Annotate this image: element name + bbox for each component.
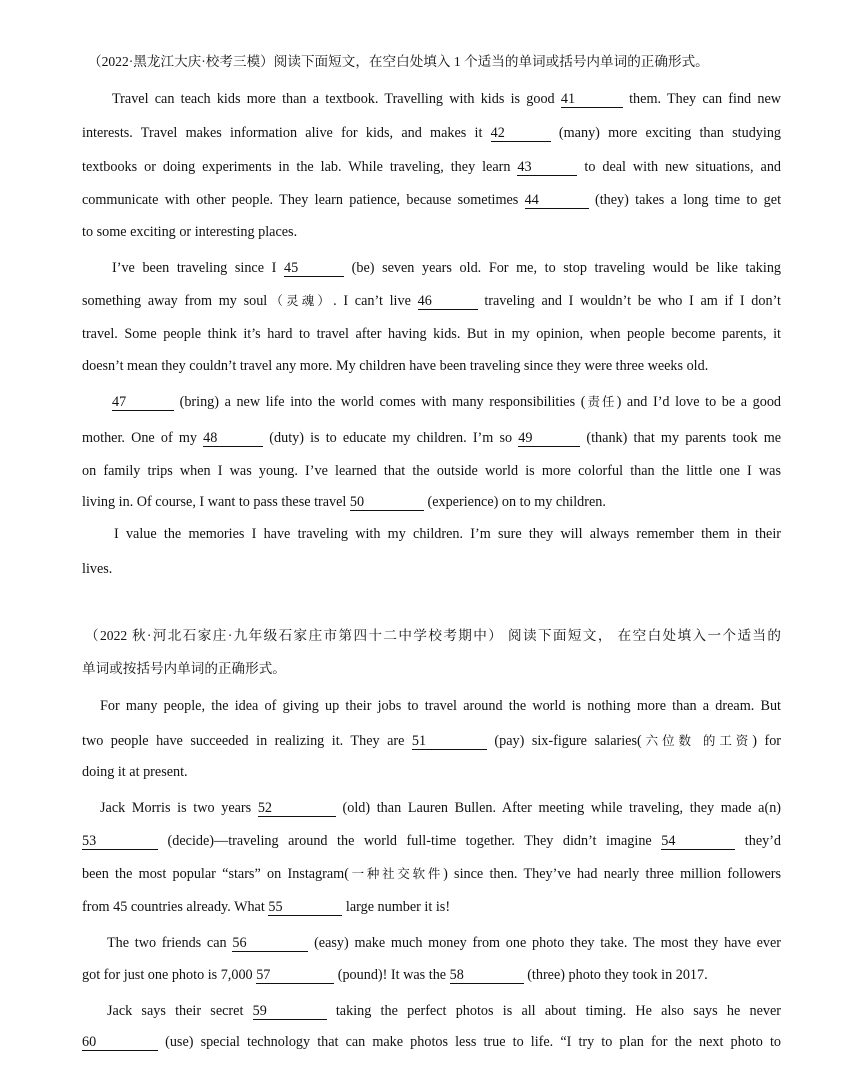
- blank-41[interactable]: 41: [561, 91, 623, 108]
- p1-line3: textbooks or doing experiments in the lab. While traveling, they learn 43 to deal with new situations, and: [82, 159, 782, 175]
- blank-42[interactable]: 42: [491, 125, 551, 142]
- s2-p3-line1: The two friends can 56 (easy) make much money from one photo they take. The most they have ever: [107, 935, 782, 951]
- s2-p1-line3: doing it at present.: [82, 764, 188, 780]
- s2-p2-line3: been the most popular “stars” on Instagram(一种社交软件) since then. They’ve had nearly three million followers: [82, 866, 781, 882]
- p2-line3: travel. Some people think it’s hard to travel after having kids. But in my opinion, when people become parents, it: [82, 326, 781, 342]
- s2-p2-line1: Jack Morris is two years 52 (old) than Lauren Bullen. After meeting while traveling, they made a(n): [100, 800, 782, 816]
- blank-44[interactable]: 44: [525, 192, 589, 209]
- blank-48[interactable]: 48: [203, 430, 263, 447]
- blank-50[interactable]: 50: [350, 494, 424, 511]
- p2-line2: something away from my soul（灵魂）. I can’t live 46 traveling and I wouldn’t be who I am if I don’t: [82, 293, 781, 309]
- section2-source-line1: （2022 秋·河北石家庄·九年级石家庄市第四十二中学校考期中） 阅读下面短文， 在空白处填入一个适当的: [85, 628, 781, 643]
- p3-line4: living in. Of course, I want to pass these travel 50 (experience) on to my children.: [82, 494, 606, 510]
- p4-line2: lives.: [82, 561, 113, 577]
- blank-49[interactable]: 49: [518, 430, 580, 447]
- blank-54[interactable]: 54: [661, 833, 735, 850]
- s2-p3-line2: got for just one photo is 7,000 57 (pound)! It was the 58 (three) photo they took in 2017.: [82, 967, 708, 983]
- p3-line1: 47 (bring) a new life into the world comes with many responsibilities (责任) and I’d love to be a good: [112, 394, 782, 410]
- blank-58[interactable]: 58: [450, 967, 524, 984]
- p1-line2: interests. Travel makes information alive for kids, and makes it 42 (many) more exciting than studying: [82, 125, 782, 141]
- blank-43[interactable]: 43: [517, 159, 577, 176]
- p2-line1: I’ve been traveling since I 45 (be) seven years old. For me, to stop traveling would be like taking: [112, 260, 782, 276]
- blank-55[interactable]: 55: [268, 899, 342, 916]
- p2-line4: doesn’t mean they couldn’t travel any more. My children have been traveling since they were three weeks old.: [82, 358, 709, 374]
- blank-57[interactable]: 57: [256, 967, 334, 984]
- p3-line3: on family trips when I was young. I’ve learned that the outside world is more colorful than the little one I was: [82, 463, 781, 479]
- s2-p2-line2: 53 (decide)—traveling around the world full-time together. They didn’t imagine 54 they’d: [82, 833, 782, 849]
- section2-source-line2: 单词或按括号内单词的正确形式。: [82, 661, 286, 676]
- blank-52[interactable]: 52: [258, 800, 336, 817]
- blank-53[interactable]: 53: [82, 833, 158, 850]
- blank-60[interactable]: 60: [82, 1034, 158, 1051]
- section1-source: （2022·黑龙江大庆·校考三模）阅读下面短文，在空白处填入 1 个适当的单词或括号内单词的正确形式。: [88, 54, 709, 69]
- p1-line5: to some exciting or interesting places.: [82, 224, 298, 240]
- s2-p1-line1: For many people, the idea of giving up their jobs to travel around the world is nothing more than a dream. But: [100, 698, 781, 714]
- blank-47[interactable]: 47: [112, 394, 174, 411]
- blank-56[interactable]: 56: [232, 935, 308, 952]
- blank-46[interactable]: 46: [418, 293, 478, 310]
- p1-line1: Travel can teach kids more than a textbook. Travelling with kids is good 41 them. They can find new: [112, 91, 782, 107]
- blank-45[interactable]: 45: [284, 260, 344, 277]
- s2-p4-line2: 60 (use) special technology that can make photos less true to life. “I try to plan for the next photo to: [82, 1034, 782, 1050]
- s2-p1-line2: two people have succeeded in realizing it. They are 51 (pay) six-figure salaries(六位数 的工资) for: [82, 733, 782, 749]
- blank-51[interactable]: 51: [412, 733, 487, 750]
- p3-line2: mother. One of my 48 (duty) is to educate my children. I’m so 49 (thank) that my parents took me: [82, 430, 782, 446]
- p4-line1: I value the memories I have traveling with my children. I’m sure they will always remember them in their: [114, 526, 781, 542]
- p1-line4: communicate with other people. They learn patience, because sometimes 44 (they) takes a long time to get: [82, 192, 782, 208]
- s2-p2-line4: from 45 countries already. What 55 large number it is!: [82, 899, 451, 915]
- s2-p4-line1: Jack says their secret 59 taking the perfect photos is all about timing. He also says he never: [107, 1003, 782, 1019]
- blank-59[interactable]: 59: [253, 1003, 327, 1020]
